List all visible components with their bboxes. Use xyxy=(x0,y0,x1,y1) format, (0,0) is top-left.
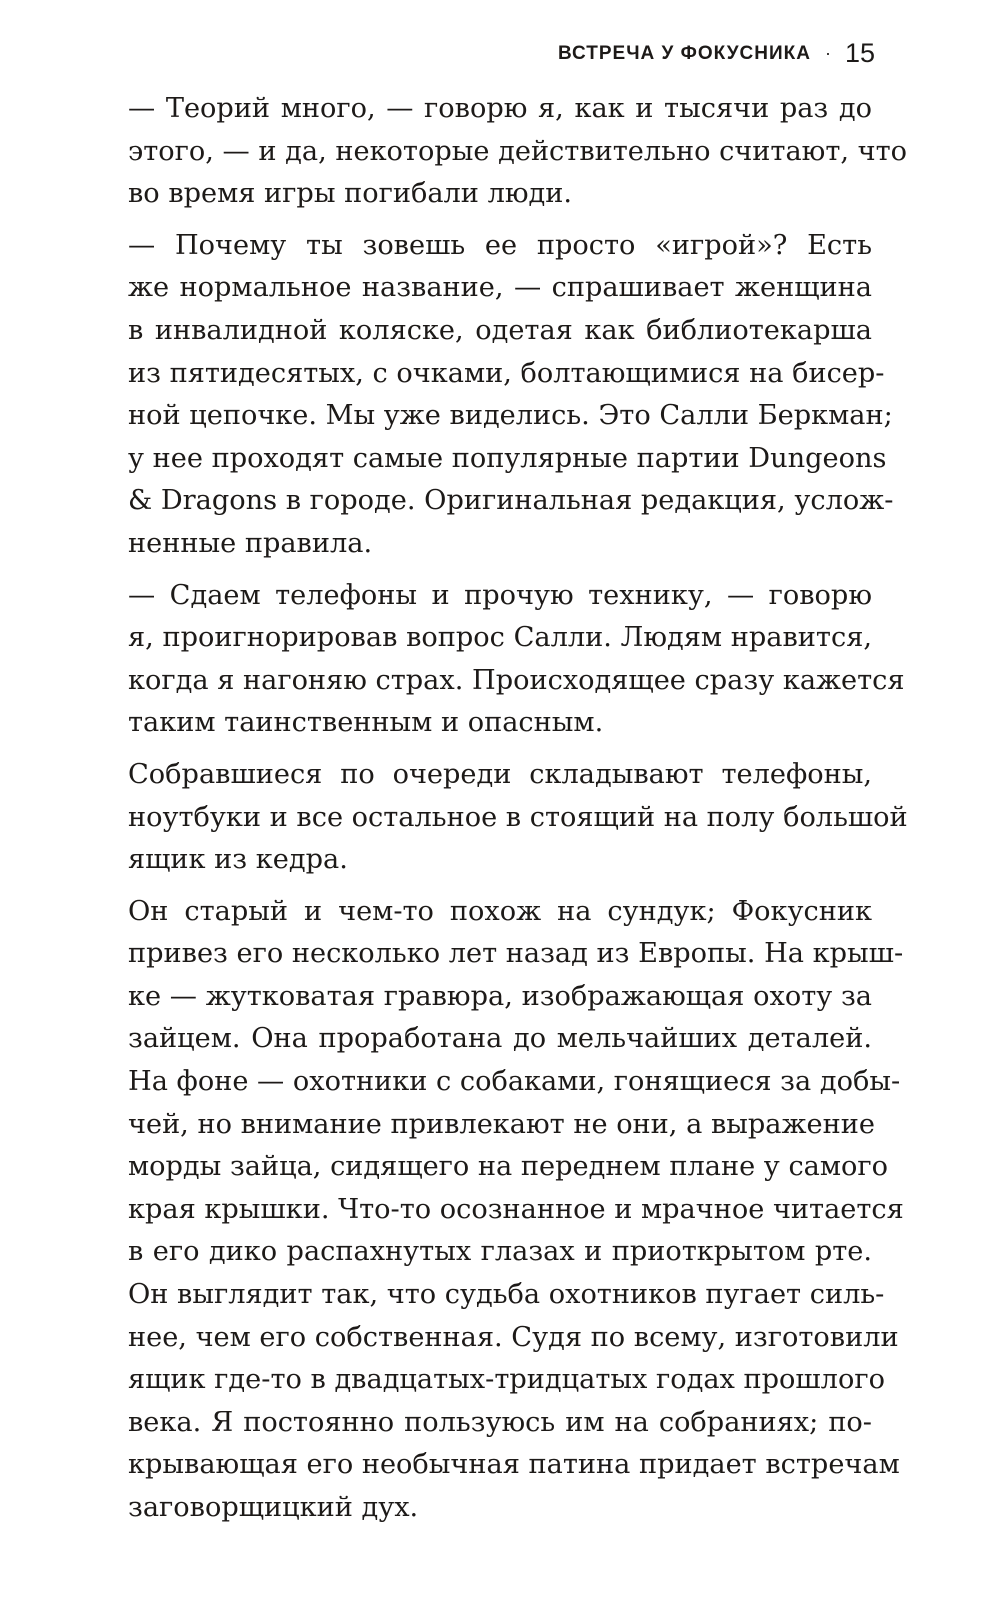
text-line: в его дико распахнутых глазах и приоткрытом рте. xyxy=(128,1236,872,1268)
text-line: когда я нагоняю страх. Происходящее сразу кажется xyxy=(128,664,905,696)
page-number: 15 xyxy=(844,38,875,68)
text-line: края крышки. Что-то осознанное и мрачное читается xyxy=(128,1193,904,1225)
text-line: я, проигнорировав вопрос Салли. Людям нравится, xyxy=(128,622,872,654)
text-line: у нее проходят самые популярные партии Dungeons xyxy=(128,442,887,474)
text-line: — Почему ты зовешь ее просто «игрой»? Есть xyxy=(128,229,872,261)
text-line: ке — жутковатая гравюра, изображающая охоту за xyxy=(128,980,872,1012)
text-line: привез его несколько лет назад из Европы. На крыш- xyxy=(128,938,904,970)
chapter-title: ВСТРЕЧА У ФОКУСНИКА xyxy=(558,42,811,64)
text-line: ной цепочке. Мы уже виделись. Это Салли Беркман; xyxy=(128,400,893,432)
text-line: ненные правила. xyxy=(128,527,373,559)
text-line: ноутбуки и все остальное в стоящий на полу большой xyxy=(128,801,908,833)
text-line: нее, чем его собственная. Судя по всему, изготовили xyxy=(128,1321,899,1353)
text-line: & Dragons в городе. Оригинальная редакция, услож- xyxy=(128,485,894,517)
text-body xyxy=(80,88,908,1530)
text-line: во время игры погибали люди. xyxy=(128,178,573,210)
text-line: крывающая его необычная патина придает встречам xyxy=(128,1449,900,1481)
text-line: зайцем. Она проработана до мельчайших деталей. xyxy=(128,1023,872,1055)
text-line: заговорщицкий дух. xyxy=(128,1492,419,1523)
text-line: ящик из кедра. xyxy=(128,844,348,876)
paragraph-3 xyxy=(80,575,905,745)
paragraph-4 xyxy=(80,754,908,882)
text-line: века. Я постоянно пользуюсь им на собраниях; по- xyxy=(128,1406,872,1438)
text-line: же нормальное название, — спрашивает женщина xyxy=(128,272,872,304)
running-header xyxy=(558,38,875,69)
text-line: в инвалидной коляске, одетая как библиотекарша xyxy=(128,314,872,346)
paragraph-5 xyxy=(80,891,904,1530)
text-line: — Сдаем телефоны и прочую технику, — говорю xyxy=(128,579,872,611)
paragraph-1 xyxy=(80,88,908,216)
text-line: Он выглядит так, что судьба охотников пугает силь- xyxy=(128,1279,885,1311)
paragraph-2 xyxy=(80,225,894,566)
text-line: ящик где-то в двадцатых-тридцатых годах прошлого xyxy=(128,1364,885,1396)
text-line: — Теорий много, — говорю я, как и тысячи раз до xyxy=(128,93,872,124)
text-line: Он старый и чем-то похож на сундук; Фокусник xyxy=(128,895,872,927)
text-line: На фоне — охотники с собаками, гонящиеся за добы- xyxy=(128,1066,901,1098)
text-line: морды зайца, сидящего на переднем плане у самого xyxy=(128,1151,889,1183)
text-line: этого, — и да, некоторые действительно считают, что xyxy=(128,135,908,167)
text-line: Собравшиеся по очереди складывают телефоны, xyxy=(128,758,872,790)
header-separator: · xyxy=(824,43,831,63)
text-line: чей, но внимание привлекают не они, а выражение xyxy=(128,1108,875,1140)
text-line: из пятидесятых, с очками, болтающимися на бисер- xyxy=(128,357,885,389)
text-line: таким таинственным и опасным. xyxy=(128,707,604,739)
